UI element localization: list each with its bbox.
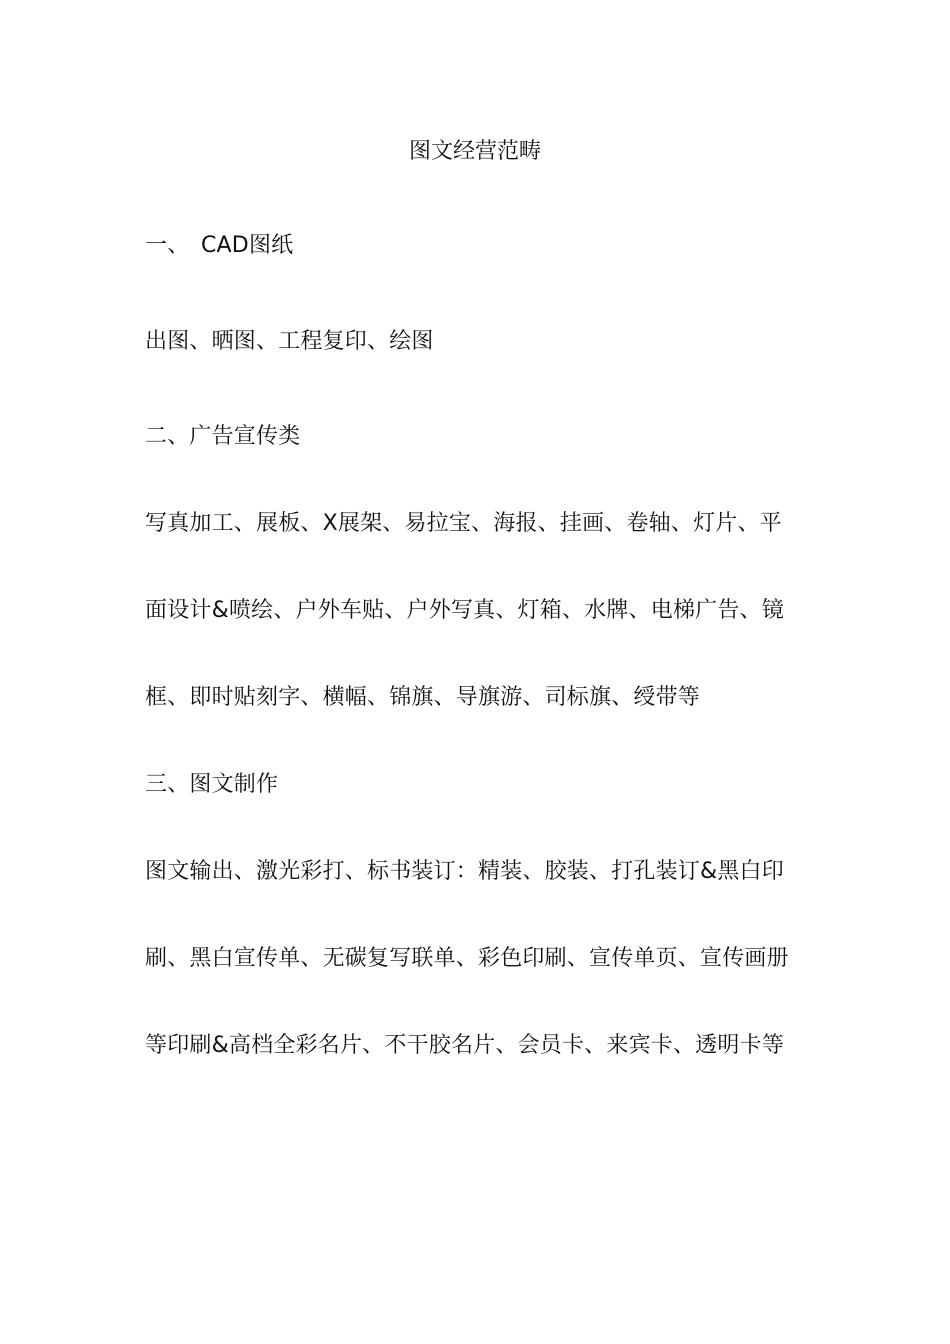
document-title: 图文经营范畴	[408, 139, 541, 164]
section-2-line-1: 写真加工、展板、X展架、易拉宝、海报、挂画、卷轴、灯片、平	[145, 511, 782, 536]
section-3-number: 三、	[145, 772, 190, 797]
section-3-line-3: 等印刷&高档全彩名片、不干胶名片、会员卡、来宾卡、透明卡等	[145, 1033, 784, 1058]
section-2-heading	[145, 422, 300, 452]
section-2-title: 广告宣传类	[189, 424, 301, 449]
section-3-title: 图文制作	[189, 772, 279, 797]
section-3-line-1: 图文输出、激光彩打、标书装订：精装、胶装、打孔装订&黑白印	[145, 859, 784, 884]
section-1-heading	[145, 231, 293, 261]
section-1-number: 一、	[145, 233, 190, 258]
section-2-line-2: 面设计&喷绘、户外车贴、户外写真、灯箱、水牌、电梯广告、镜	[145, 598, 784, 623]
section-3-heading	[145, 770, 278, 800]
section-1-line-1: 出图、晒图、工程复印、绘图	[145, 329, 434, 354]
section-3-line-2: 刷、黑白宣传单、无碳复写联单、彩色印刷、宣传单页、宣传画册	[145, 946, 789, 971]
section-2-line-3: 框、即时贴刻字、横幅、锦旗、导旗游、司标旗、绶带等	[145, 685, 701, 710]
section-2-number: 二、	[145, 424, 190, 449]
section-1-title: CAD图纸	[201, 233, 294, 258]
